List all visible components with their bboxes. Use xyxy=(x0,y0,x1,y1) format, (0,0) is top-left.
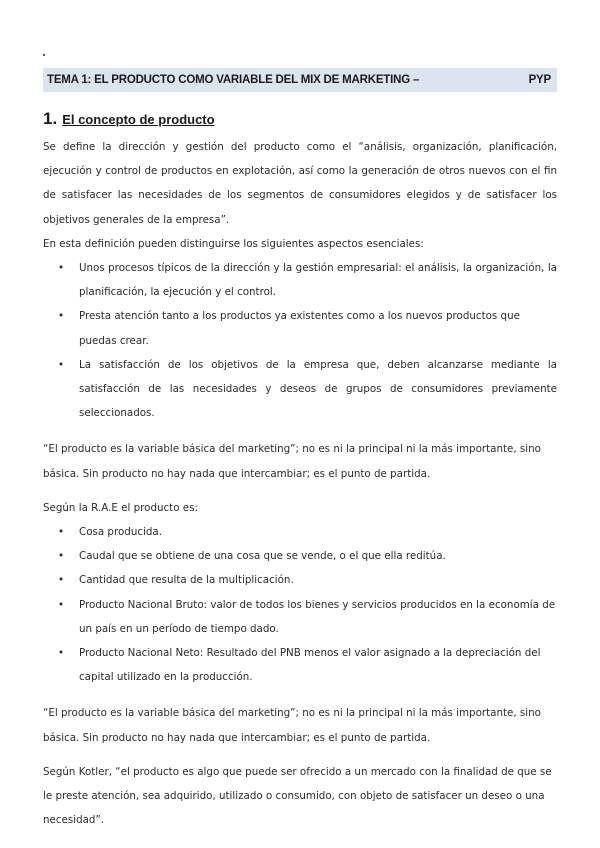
list-item: • Cantidad que resulta de la multiplicación. xyxy=(79,568,557,592)
list-item: • Presta atención tanto a los productos ya existentes como a los nuevos productos que puedas crear. xyxy=(79,304,557,352)
quote-paragraph: “El producto es la variable básica del marketing”; no es ni la principal ni la más importante, sino básica. Sin producto no hay nada que intercambiar; es el punto de partida. xyxy=(43,443,541,480)
aspects-list xyxy=(43,256,557,425)
section-title: El concepto de producto xyxy=(62,112,215,127)
rae-intro: Según la R.A.E el producto es: xyxy=(43,501,198,514)
list-item: • Cosa producida. xyxy=(79,520,557,544)
stray-dot xyxy=(43,54,45,56)
quote-paragraph: “El producto es la variable básica del marketing”; no es ni la principal ni la más importante, sino básica. Sin producto no hay nada que intercambiar; es el punto de partida. xyxy=(43,707,541,744)
header-title: TEMA 1: EL PRODUCTO COMO VARIABLE DEL MIX DE MARKETING – xyxy=(47,74,420,86)
section-number: 1. xyxy=(43,109,58,128)
intro-paragraph: Se define la dirección y gestión del producto como el “análisis, organización, planificación, ejecución y control de productos en explotación, así como la generación de otros nuevos con el fin de satisfacer las necesidades de los segmentos de consumidores elegidos y de satisfacer los objetivos generales de la empresa”. xyxy=(43,141,557,226)
list-item: • Unos procesos típicos de la dirección y la gestión empresarial: el análisis, la organización, la planificación, la ejecución y el control. xyxy=(79,256,557,304)
document-body xyxy=(43,135,557,832)
aspects-intro: En esta definición pueden distinguirse los siguientes aspectos esenciales: xyxy=(43,237,424,250)
list-item: • Caudal que se obtiene de una cosa que se vende, o el que ella reditúa. xyxy=(79,544,557,568)
header-code: PYP xyxy=(528,74,551,86)
section-heading xyxy=(43,109,215,129)
document-header xyxy=(43,68,557,92)
list-item: • Producto Nacional Neto: Resultado del PNB menos el valor asignado a la depreciación del capital utilizado en la producción. xyxy=(79,641,557,689)
kotler-paragraph: Según Kotler, “el producto es algo que puede ser ofrecido a un mercado con la finalidad de que se le preste atención, sea adquirido, utilizado o consumido, con objeto de satisfacer un deseo o una necesidad”. xyxy=(43,765,552,827)
list-item: • La satisfacción de los objetivos de la empresa que, deben alcanzarse mediante la satisfacción de las necesidades y deseos de grupos de consumidores previamente seleccionados. xyxy=(79,353,557,426)
rae-list xyxy=(43,520,557,689)
list-item: • Producto Nacional Bruto: valor de todos los bienes y servicios producidos en la economía de un país en un período de tiempo dado. xyxy=(79,593,557,641)
